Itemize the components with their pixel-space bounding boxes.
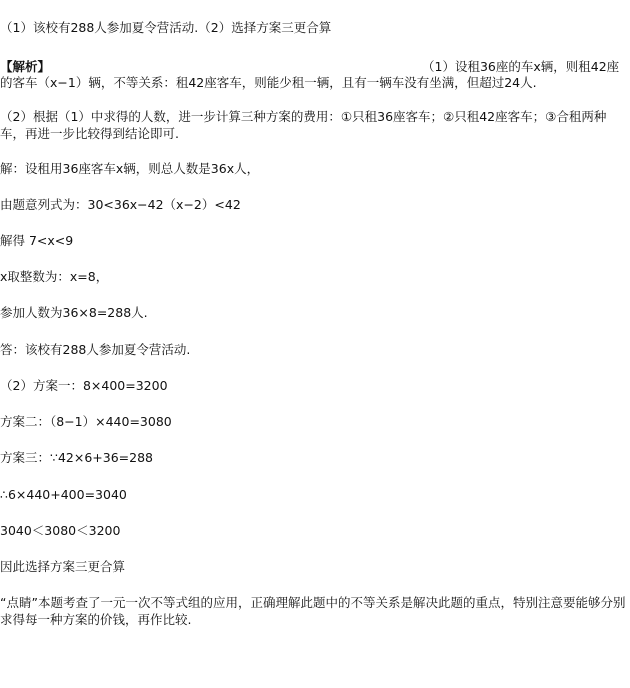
analysis-p1-tail: （1）设租36座的车x辆，则租42座: [422, 59, 620, 74]
solution-line-9: 方案三：∵42×6+36=288: [0, 450, 153, 465]
solution-line-5: 参加人数为36×8=288人.: [0, 305, 148, 320]
solution-line-11: 3040＜3080＜3200: [0, 523, 121, 538]
analysis-p1-line2: 的客车（x−1）辆，不等关系：租42座客车，则能少租一辆，且有一辆车没有坐满，但超过24人.: [0, 75, 537, 90]
solution-line-1: 解：设租用36座客车x辆，则总人数是36x人，: [0, 161, 260, 176]
solution-line-12: 因此选择方案三更合算: [0, 559, 126, 574]
solution-line-3: 解得 7<x<9: [0, 233, 74, 248]
comment-paragraph: “点睛”本题考查了一元一次不等式组的应用，正确理解此题中的不等关系是解决此题的重点，特别注意要能够分别求得每一种方案的价钱，再作比较.: [0, 595, 626, 627]
answer-line: （1）该校有288人参加夏令营活动.（2）选择方案三更合算: [0, 20, 332, 35]
solution-line-2: 由题意列式为：30<36x−42（x−2）<42: [0, 197, 241, 212]
solution-line-7: （2）方案一：8×400=3200: [0, 378, 168, 393]
solution-line-6: 答：该校有288人参加夏令营活动.: [0, 342, 191, 357]
analysis-heading: 【解析】: [0, 59, 51, 74]
solution-line-4: x取整数为：x=8，: [0, 269, 109, 284]
solution-line-10: ∴6×440+400=3040: [0, 487, 127, 502]
analysis-p2: （2）根据（1）中求得的人数，进一步计算三种方案的费用：①只租36座客车；②只租42座客车；③合租两种车，再进一步比较得到结论即可.: [0, 109, 607, 141]
solution-line-8: 方案二：（8−1）×440=3080: [0, 414, 172, 429]
